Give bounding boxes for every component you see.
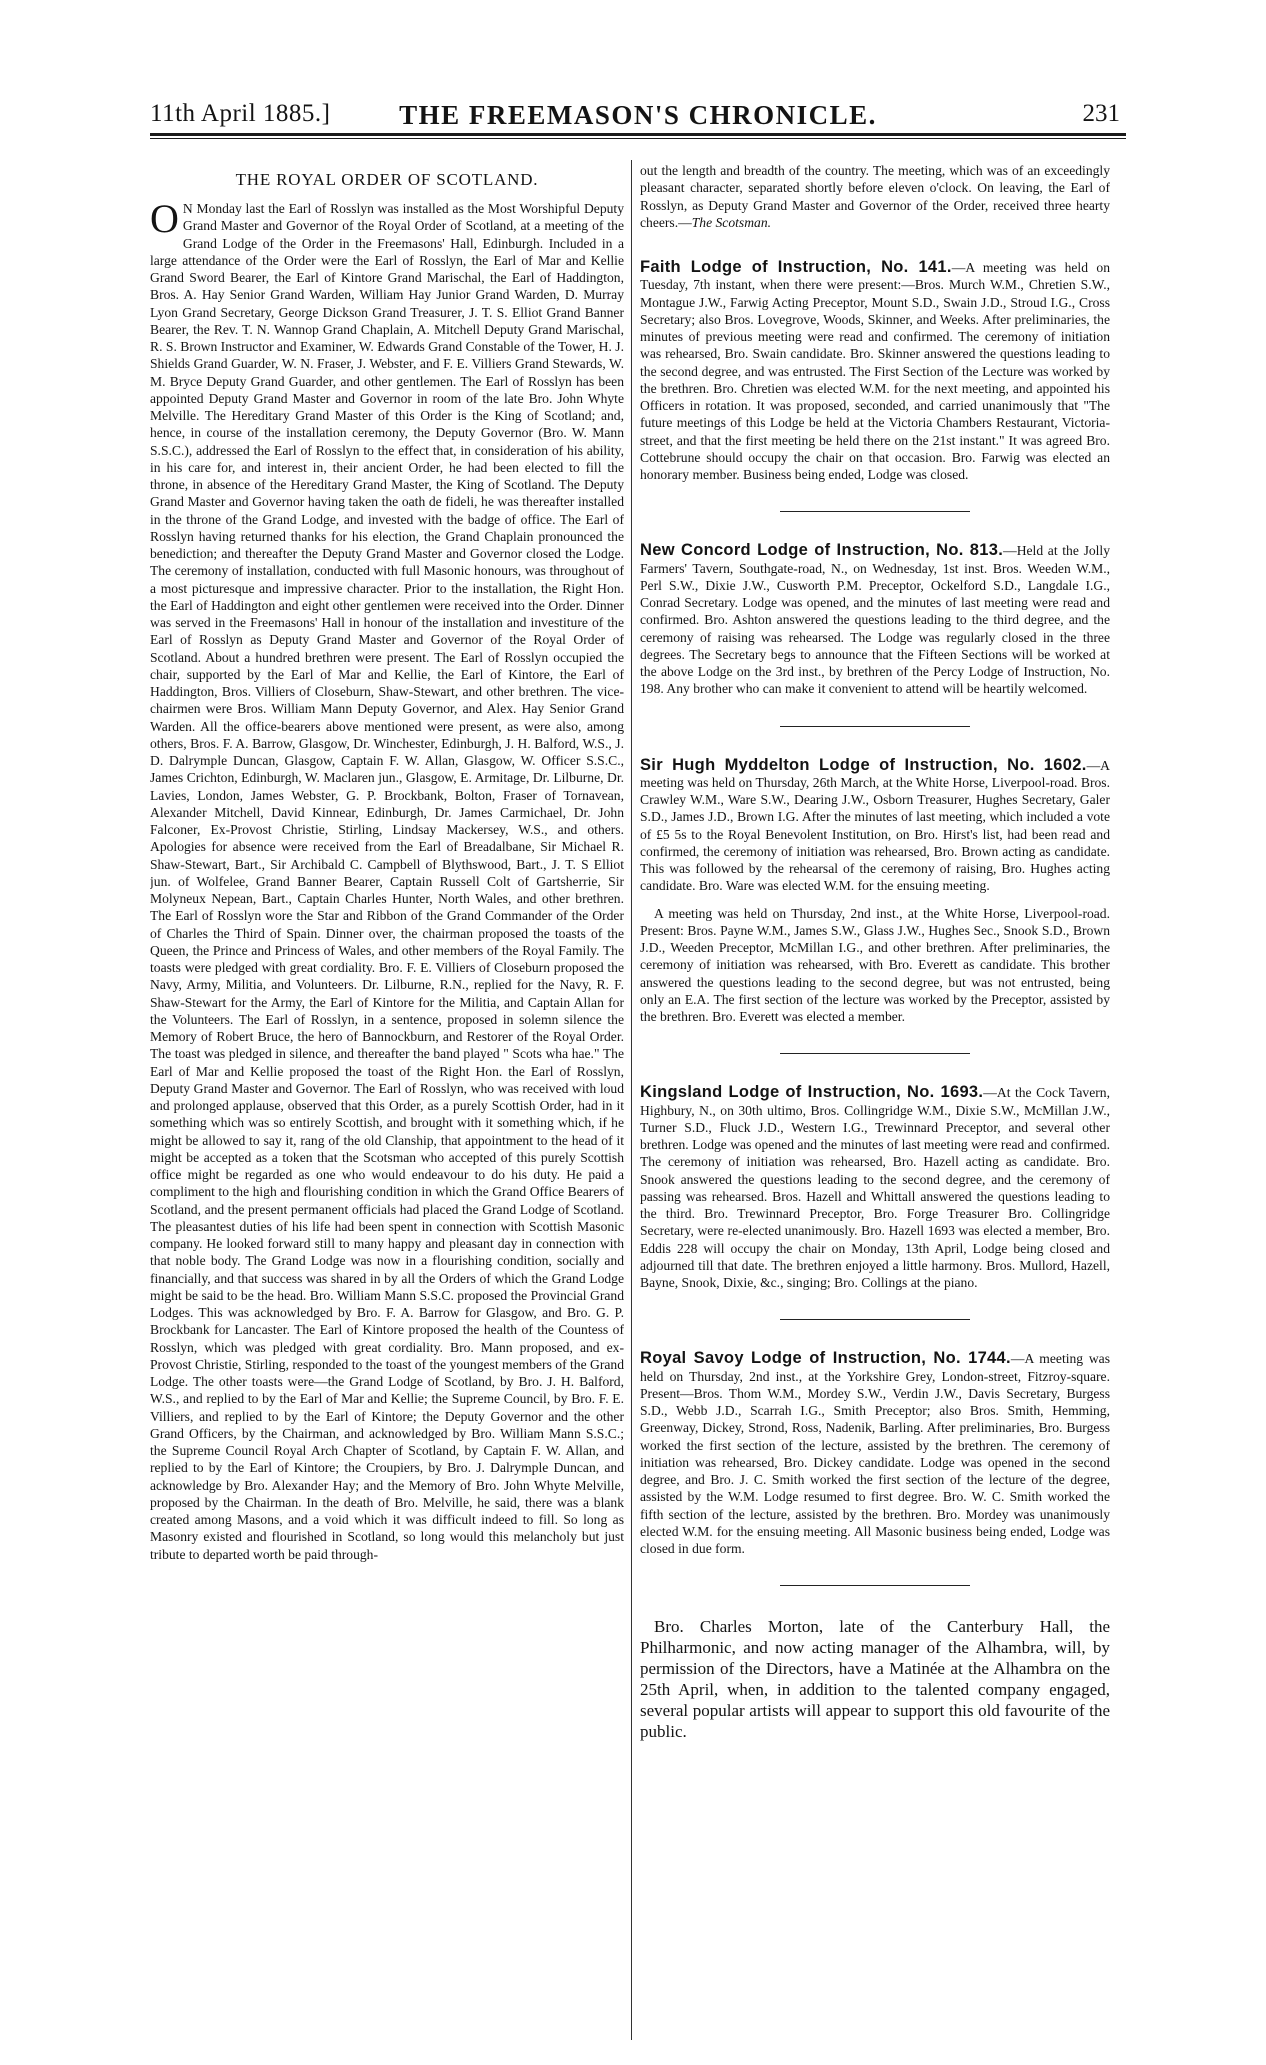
lodge-report-title: Kingsland Lodge of Instruction, No. 1693. xyxy=(640,1083,984,1102)
article-text: N Monday last the Earl of Rosslyn was installed as the Most Worshipful Deputy Grand Master and Governor of the Royal Order of Scotland, at a meeting of the Grand Lodge of the Order in the Freemasons' Hall, Edinburgh. Included in a large attendance of the Order were the Earl of Rosslyn, the Earl of Mar and Kellie Grand Sword Bearer, the Earl of Kintore Grand Marischal, the Earl of Haddington, Bros. A. Hay Senior Grand Warden, William Hay Junior Grand Warden, D. Murray Lyon Grand Secretary, George Dickson Grand Treasurer, J. T. S. Elliot Grand Banner Bearer, the Rev. T. N. Wannop Grand Chaplain, A. Mitchell Deputy Grand Marischal, R. S. Brown Instructor and Examiner, W. Edwards Grand Constable of the Tower, H. J. Shields Grand Guarder, W. N. Fraser, J. Webster, and F. E. Villiers Grand Stewards, W. M. Bryce Deputy Grand Guarder, and other gentlemen. The Earl of Rosslyn has been appointed Deputy Grand Master and Governor in room of the late Bro. John Whyte Melville. The Hereditary Grand Master of this Order is the King of Scotland; and, hence, in course of the installation ceremony, the Deputy Governor (Bro. W. Mann S.S.C.), addressed the Earl of Rosslyn to the effect that, in consideration of his ability, in his care for, and interest in, their ancient Order, he had been elected to fill the throne, in absence of the Hereditary Grand Master, the King of Scotland. The Deputy Grand Master and Governor having taken the oath de fideli, he was thereafter installed in the throne of the Grand Lodge, and invested with the badge of office. The Earl of Rosslyn having returned thanks for his election, the Grand Chaplain pronounced the benediction; and thereafter the Deputy Grand Master and Governor closed the Lodge. The ceremony of installation, conducted with full Masonic honours, was throughout of a most picturesque and impressive character. Prior to the installation, the Right Hon. the Earl of Haddington and eight other gentlemen were received into the Order. Dinner was served in the Freemasons' Hall in honour of the installation and investiture of the Earl of Rosslyn as Deputy Grand Master and Governor of the Royal Order of Scotland. About a hundred brethren were present. The Earl of Rosslyn occupied the chair, supported by the Earl of Mar and Kellie, the Earl of Kintore, the Earl of Haddington, Bros. Villiers of Closeburn, Shaw-Stewart, and other brethren. The vice-chairmen were Bros. William Mann Deputy Governor, and Alex. Hay Senior Grand Warden. All the office-bearers above mentioned were present, as were also, among others, Bros. F. A. Barrow, Glasgow, Dr. Winchester, Edinburgh, J. H. Balford, W.S., J. D. Dalrymple Duncan, Glasgow, Captain F. W. Allan, Glasgow, W. Officer S.S.C., James Crichton, Edinburgh, W. Maclaren jun., Glasgow, E. Armitage, Dr. Lilburne, Dr. Lavies, London, James Webster, G. P. Brockbank, Bolton, Fraser of Tornavean, Alexander Mitchell, David Kinnear, Edinburgh, Dr. James Carmichael, Dr. John Falconer, Ex-Provost Christie, Stirling, Lindsay Mackersey, W.S., and others. Apologies for absence were received from the Earl of Breadalbane, Sir Michael R. Shaw-Stewart, Bart., Sir Archibald C. Campbell of Blythswood, Bart., J. T. S Elliot jun. of Wolfelee, Grand Banner Bearer, Captain Russell Colt of Gartsherrie, Sir Molyneux Nepean, Bart., Captain Charles Hunter, North Wales, and other brethren. The Earl of Rosslyn wore the Star and Ribbon of the Grand Commander of the Order of Charles the Third of Spain. Dinner over, the chairman proposed the toasts of the Queen, the Prince and Princess of Wales, and other members of the Royal Family. The toasts were pledged with great cordiality. Bro. F. E. Villiers of Closeburn proposed the Navy, Army, Militia, and Volunteers. Dr. Lilburne, R.N., replied for the Navy, R. F. Shaw-Stewart for the Army, the Earl of Kintore for the Militia, and Captain Allan for the Volunteers. The Earl of Rosslyn, in a sentence, proposed in solemn silence the Memory of Robert Bruce, the hero of Bannockburn, and Restorer of the Royal Order. The toast was pledged in silence, and thereafter the band played " Scots wha hae." The Earl of Mar and Kellie proposed the toast of the Right Hon. the Earl of Rosslyn, Deputy Grand Master and Governor. The Earl of Rosslyn, who was received with loud and prolonged applause, observed that this Order, as a purely Scottish Order, had in it something which was so entirely Scottish, and brought with it something which, if he might be allowed to say it, rang of the old Clanship, that appointment to the head of it might be accepted as a token that the Scotsman who accepted of this purely Scottish office might be regarded as one who would endeavour to do his duty. He paid a compliment to the high and flourishing condition in which the Grand Office Bearers of Scotland, and the present permanent officials had placed the Grand Lodge of Scotland. The pleasantest duties of his life had been spent in connection with Scottish Masonic company. He looked forward still to many happy and pleasant day in connection with that noble body. The Grand Lodge was now in a flourishing condition, socially and financially, and that success was shared in by all the Orders of which the Grand Lodge might be said to be the head. Bro. William Mann S.S.C. proposed the Provincial Grand Lodges. This was acknowledged by Bro. F. A. Barrow for Glasgow, and Bro. G. P. Brockbank for Lancaster. The Earl of Kintore proposed the health of the Countess of Rosslyn, which was pledged with great cordiality. Bro. Mann proposed, and ex-Provost Christie, Stirling, responded to the toast of the youngest members of the Grand Lodge. The other toasts were—the Grand Lodge of Scotland, by Bro. J. H. Balford, W.S., and replied to by the Earl of Mar and Kellie; the Supreme Council, by Bro. F. E. Villiers, and replied to by the Earl of Kintore; the Deputy Governor and the other Grand Officers, by the Chairman, and acknowledged by Bro. William Mann S.S.C.; the Supreme Council Royal Arch Chapter of Scotland, by Captain F. W. Allan, and replied to by the Earl of Kintore; the Croupiers, by Bro. J. Dalrymple Duncan, and acknowledge by Bro. Alexander Hay; and the Memory of Bro. John Whyte Melville, proposed by the Chairman. In the death of Bro. Melville, he said, there was a blank created among Masons, and a void which it was difficult indeed to fill. So long as Masonry existed and flourished in Scotland, so long would this melancholy but just tribute to departed worth be paid through- xyxy=(150,201,624,1562)
header-rule-thin xyxy=(150,138,1126,139)
continuation-text: out the length and breadth of the country. The meeting, which was of an exceedingly pleasant character, separated shortly before eleven o'clock. On leaving, the Earl of Rosslyn, as Deputy Grand Master and Governor of the Order, received three hearty cheers.— xyxy=(640,163,1110,230)
issue-date: 11th April 1885.] xyxy=(150,100,331,127)
alhambra-notice: Bro. Charles Morton, late of the Canterbury Hall, the Philharmonic, and now acting manager of the Alhambra, will, by permission of the Directors, have a Matinée at the Alhambra on the 25th April, when, in addition to the talented company engaged, several popular artists will appear to support this old favourite of the public. xyxy=(640,1617,1110,1742)
continuation-source: The Scotsman. xyxy=(691,214,772,230)
lodge-report xyxy=(640,1350,1110,1557)
lodge-report-body: —A meeting was held on Tuesday, 7th instant, when there were present:—Bros. Murch W.M., Chretien S.W., Montague J.W., Farwig Acting Preceptor, Mount S.D., Swain J.D., Stroud I.G., Cross Secretary; also Bros. Lovegrove, Woods, Skinner, and Weeks. After preliminaries, the minutes of previous meeting were read and confirmed. The ceremony of initiation was rehearsed, Bro. Swain candidate. Bro. Skinner answered the questions leading to the second degree, and was entrusted. The First Section of the Lecture was worked by the brethren. Bro. Chretien was elected W.M. for the next meeting, and appointed his Officers in rotation. It was proposed, seconded, and carried unanimously that "The future meetings of this Lodge be held at the Victoria Chambers Restaurant, Victoria-street, and that the first meeting be held there on the 21st instant." It was agreed Bro. Cottebrune should occupy the chair on that occasion. Bro. Farwig was elected an honorary member. Business being ended, Lodge was closed. xyxy=(640,260,1110,482)
right-column xyxy=(640,162,1110,2042)
lodge-report-title: Sir Hugh Myddelton Lodge of Instruction, No. 1602. xyxy=(640,755,1087,774)
lodge-report-body: —A meeting was held on Thursday, 26th March, at the White Horse, Liverpool-road. Bros. Crawley W.M., Ware S.W., Dearing J.W., Osborn Treasurer, Hughes Secretary, Galer S.D., James J.D., Brown I.G. After the minutes of last meeting, which included a vote of £5 5s to the Royal Benevolent Institution, on Bro. Hirst's list, had been read and confirmed, the ceremony of initiation was rehearsed, Bro. Brown acting as candidate. This was followed by the rehearsal of the ceremony of raising, Bro. Hughes acting candidate. Bro. Ware was elected W.M. for the ensuing meeting. xyxy=(640,757,1110,894)
lodge-report-body: —A meeting was held on Thursday, 2nd inst., at the Yorkshire Grey, London-street, Fitzroy-square. Present—Bros. Thom W.M., Mordey S.W., Verdin J.W., Davis Secretary, Burgess S.D., Webb J.D., Scarrah I.G., Smith Preceptor; also Bros. Smith, Hemming, Greenway, Dickey, Strond, Ross, Nadenik, Barling. After preliminaries, Bro. Burgess worked the first section of the lecture, assisted by the brethren. The ceremony of initiation was rehearsed, Bro. Dickey candidate. Lodge was opened in the second degree, and Bro. J. C. Smith worked the first section of the lecture of the degree, assisted by the W.M. Lodge resumed to first degree. Bro. W. C. Smith worked the fifth section of the lecture, assisted by the brethren. Bro. Mordey was unanimously elected W.M. for the ensuing meeting. All Masonic business being ended, Lodge was closed in due form. xyxy=(640,1351,1110,1556)
lodge-report-title: Faith Lodge of Instruction, No. 141. xyxy=(640,258,952,276)
lodge-report-title: Royal Savoy Lodge of Instruction, No. 1744. xyxy=(640,1349,1011,1368)
page-number: 231 xyxy=(1082,100,1120,127)
header-rule xyxy=(150,133,1126,136)
lodge-report-body: —Held at the Jolly Farmers' Tavern, Southgate-road, N., on Wednesday, 1st inst. Bros. Weeden W.M., Perl S.W., Dixie J.W., Cusworth P.M. Preceptor, Ockelford S.D., Langdale I.G., Conrad Secretary. Lodge was opened, and the minutes of last meeting were read and confirmed. Bro. Ashton answered the questions leading to the third degree, and the ceremony of raising was rehearsed. The Lodge was regularly closed in the three degrees. The Secretary begs to announce that the Fifteen Sections will be worked at the above Lodge on the 3rd inst., by brethren of the Percy Lodge of Instruction, No. 198. Any brother who can make it convenient to attend will be heartily welcomed. xyxy=(640,543,1110,697)
article-body xyxy=(150,196,624,1563)
section-rule xyxy=(780,1319,970,1320)
lodge-report-title: New Concord Lodge of Instruction, No. 813. xyxy=(640,541,1004,560)
lodge-report-second-meeting: A meeting was held on Thursday, 2nd inst., at the White Horse, Liverpool-road. Present: Bros. Payne W.M., James S.W., Glass J.W., Hughes Sec., Snook S.D., Brown J.D., Weeden Preceptor, McMillan I.G., and other brethren. After preliminaries, the ceremony of initiation was rehearsed, with Bro. Everett as candidate. This brother answered the questions leading to the second degree, but was not entrusted, being only an E.A. The first section of the lecture was worked by the Preceptor, assisted by the brethren. Bro. Everett was elected a member. xyxy=(640,905,1110,1024)
drop-cap: O xyxy=(150,196,179,241)
left-column xyxy=(150,162,624,2042)
section-rule xyxy=(780,1585,970,1586)
section-rule xyxy=(780,726,970,727)
section-rule xyxy=(780,511,970,512)
lodge-report xyxy=(640,259,1110,483)
article-continuation xyxy=(640,162,1110,231)
publication-title: THE FREEMASON'S CHRONICLE. xyxy=(399,100,877,130)
lodge-report xyxy=(640,757,1110,895)
lodge-report xyxy=(640,542,1110,697)
column-divider xyxy=(631,160,632,2040)
lodge-report-body: —At the Cock Tavern, Highbury, N., on 30th ultimo, Bros. Collingridge W.M., Dixie S.W., McMillan J.W., Turner S.D., Fluck J.D., Western I.G., Trewinnard Preceptor, and several other brethren. Lodge was opened and the minutes of last meeting were read and confirmed. The ceremony of initiation was rehearsed, Bro. Hazell acting as candidate. Bro. Snook answered the questions leading to the second degree, and the ceremony of passing was rehearsed. Bros. Hazell and Whittall answered the questions leading to the third. Bro. Trewinnard Preceptor, Bro. Forge Treasurer Bro. Collingridge Secretary, were re-elected unanimously. Bro. Hazell 1693 was elected a member, Bro. Eddis 228 will occupy the chair on Monday, 13th April, Lodge being closed and adjourned till that date. The brethren enjoyed a little harmony. Bros. Mullord, Hazell, Bayne, Snook, Dixie, &c., singing; Bro. Collings at the piano. xyxy=(640,1085,1110,1290)
section-rule xyxy=(780,1053,970,1054)
lodge-report xyxy=(640,1084,1110,1291)
article-heading: THE ROYAL ORDER OF SCOTLAND. xyxy=(235,170,539,189)
